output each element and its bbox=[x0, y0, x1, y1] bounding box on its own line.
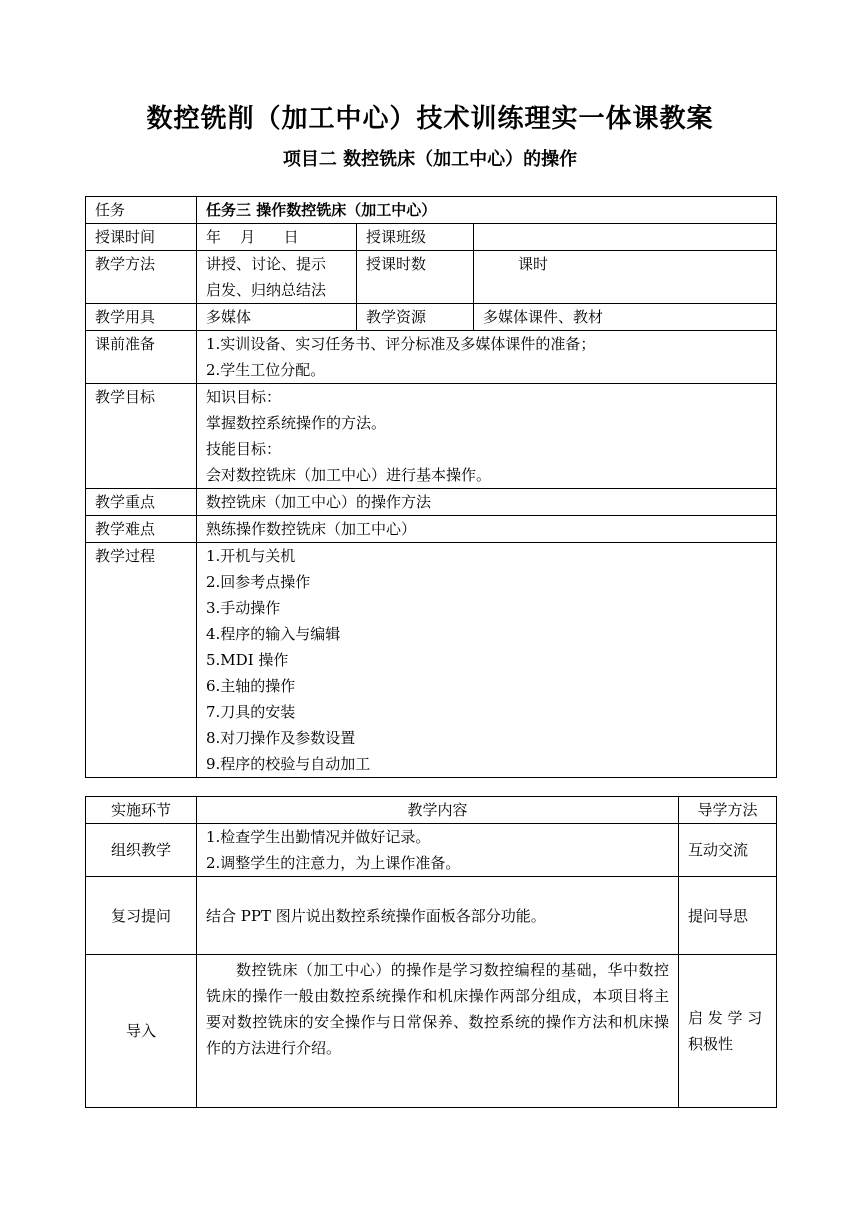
difficulty-label: 教学难点 bbox=[86, 516, 197, 543]
content-line: 1.检查学生出勤情况并做好记录。 bbox=[206, 828, 431, 846]
method-label: 教学方法 bbox=[86, 251, 197, 304]
process-step: 2.回参考点操作 bbox=[206, 573, 311, 591]
table-row bbox=[86, 224, 777, 251]
table-row bbox=[86, 824, 777, 877]
header-content: 教学内容 bbox=[197, 797, 679, 824]
tools-value: 多媒体 bbox=[197, 304, 357, 331]
method-line: 启发、归纳总结法 bbox=[206, 281, 327, 299]
page-title: 数控铣削（加工中心）技术训练理实一体课教案 bbox=[146, 104, 714, 134]
process-step: 6.主轴的操作 bbox=[206, 677, 296, 695]
header-stage: 实施环节 bbox=[86, 797, 197, 824]
key-label: 教学重点 bbox=[86, 489, 197, 516]
header-method: 导学方法 bbox=[679, 797, 777, 824]
method-cell: 提问导思 bbox=[679, 877, 777, 955]
table-row bbox=[86, 384, 777, 489]
task-label: 任务 bbox=[86, 197, 197, 224]
process-step: 7.刀具的安装 bbox=[206, 703, 296, 721]
hours-label: 授课时数 bbox=[357, 251, 474, 304]
prep-line: 1.实训设备、实习任务书、评分标准及多媒体课件的准备； bbox=[206, 335, 596, 353]
prep-label: 课前准备 bbox=[86, 331, 197, 384]
tools-label: 教学用具 bbox=[86, 304, 197, 331]
stage-cell: 复习提问 bbox=[86, 877, 197, 955]
process-step: 4.程序的输入与编辑 bbox=[206, 625, 341, 643]
class-label: 授课班级 bbox=[357, 224, 474, 251]
content-line: 2.调整学生的注意力，为上课作准备。 bbox=[206, 854, 461, 872]
goal-line: 掌握数控系统操作的方法。 bbox=[206, 414, 387, 432]
method-line: 讲授、讨论、提示 bbox=[206, 255, 327, 273]
time-value: 年 月 日 bbox=[197, 224, 357, 251]
goal-label: 教学目标 bbox=[86, 384, 197, 489]
time-label: 授课时间 bbox=[86, 224, 197, 251]
content-cell bbox=[197, 824, 679, 877]
class-value bbox=[474, 224, 777, 251]
process-steps bbox=[197, 543, 777, 778]
process-step: 9.程序的校验与自动加工 bbox=[206, 755, 371, 773]
table-row bbox=[86, 489, 777, 516]
method-line: 积极性 bbox=[688, 1035, 734, 1053]
method-value bbox=[197, 251, 357, 304]
process-label: 教学过程 bbox=[86, 543, 197, 778]
method-cell bbox=[679, 955, 777, 1108]
method-line: 启 发 学 习 bbox=[688, 1009, 763, 1027]
table-row bbox=[86, 331, 777, 384]
difficulty-value: 熟练操作数控铣床（加工中心） bbox=[197, 516, 777, 543]
table-row bbox=[86, 955, 777, 1108]
table-row bbox=[86, 516, 777, 543]
goal-value bbox=[197, 384, 777, 489]
stage-cell: 导入 bbox=[86, 955, 197, 1108]
table-row bbox=[86, 543, 777, 778]
lesson-info-table bbox=[85, 196, 777, 778]
process-step: 5.MDI 操作 bbox=[206, 651, 289, 669]
table-row bbox=[86, 304, 777, 331]
prep-value bbox=[197, 331, 777, 384]
page-subtitle: 项目二 数控铣床（加工中心）的操作 bbox=[282, 149, 578, 170]
resource-label: 教学资源 bbox=[357, 304, 474, 331]
resource-value: 多媒体课件、教材 bbox=[474, 304, 777, 331]
task-value: 任务三 操作数控铣床（加工中心） bbox=[197, 197, 777, 224]
table-row bbox=[86, 251, 777, 304]
table-row bbox=[86, 197, 777, 224]
method-cell: 互动交流 bbox=[679, 824, 777, 877]
stage-cell: 组织教学 bbox=[86, 824, 197, 877]
goal-line: 知识目标： bbox=[206, 388, 282, 406]
process-step: 8.对刀操作及参数设置 bbox=[206, 729, 356, 747]
prep-line: 2.学生工位分配。 bbox=[206, 361, 326, 379]
hours-value: 课时 bbox=[474, 251, 777, 304]
content-cell bbox=[197, 955, 679, 1108]
teaching-process-table bbox=[85, 796, 777, 1108]
goal-line: 技能目标： bbox=[206, 440, 282, 458]
goal-line: 会对数控铣床（加工中心）进行基本操作。 bbox=[206, 466, 492, 484]
intro-paragraph: 数控铣床（加工中心）的操作是学习数控编程的基础，华中数控铣床的操作一般由数控系统操作和机床操作两部分组成，本项目将主要对数控铣床的安全操作与日常保养、数控系统的操作方法和机床操作的方法进行介绍。 bbox=[206, 961, 669, 1057]
key-value: 数控铣床（加工中心）的操作方法 bbox=[197, 489, 777, 516]
table-header-row bbox=[86, 797, 777, 824]
content-cell: 结合 PPT 图片说出数控系统操作面板各部分功能。 bbox=[197, 877, 679, 955]
process-step: 1.开机与关机 bbox=[206, 547, 296, 565]
table-row bbox=[86, 877, 777, 955]
process-step: 3.手动操作 bbox=[206, 599, 281, 617]
